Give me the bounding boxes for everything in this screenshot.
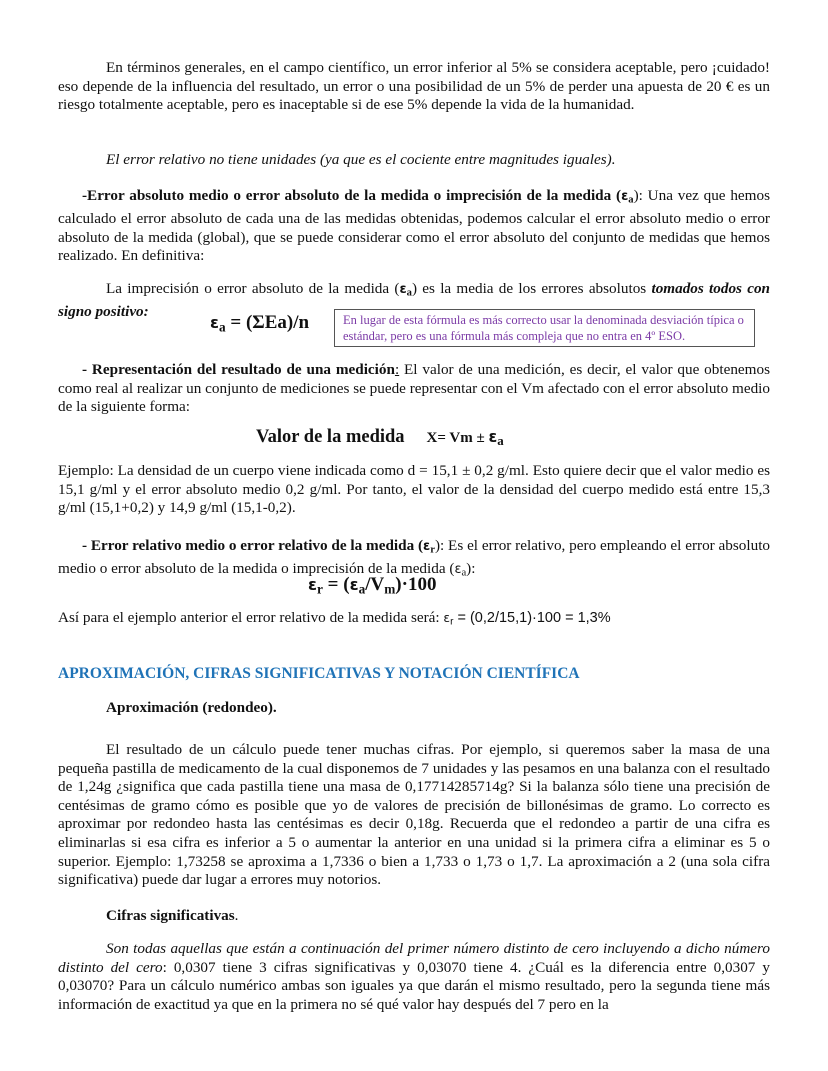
formula-relative-error: $\varepsilon_r = (\varepsilon_a/V_m)\cdot 100$ bbox=[308, 574, 437, 597]
paragraph-relative-error-example: Así para el ejemplo anterior el error relativo de la medida será: $\varepsilon_r = (0,2/15,1)\cdot 100 = 1,3\%$ bbox=[58, 609, 611, 628]
paragraph-rounding: El resultado de un cálculo puede tener muchas cifras. Por ejemplo, si queremos saber la masa de una pequeña pastilla de medicamento de la cual disponemos de 7 unidades y las pesamos en una balanza con el resultado de 1,24g ¿significa que cada pastilla tiene una masa de 0,17714285714g? Si la balanza sólo tiene una precisión de centésimas de gramo cómo es posible que yo de valores de precisión de billonésimas de gramo. Lo correcto es aproximar por redondeo hasta las centésimas es decir 0,18g. Recuerda que el redondeo a partir de una cifra es eliminarlas si esa cifra es inferior a 5 o aumentar la anterior en una unidad si la primera cifra a eliminar es 5 o superior. Ejemplo: 1,73258 se aproxima a 1,7336 o bien a 1,733 o 1,73 o 1,7. La aproximación a 2 (una sola cifra significativa) puede dar lugar a errores muy notorios. bbox=[58, 741, 770, 889]
epsilon-symbol: ε bbox=[621, 189, 629, 204]
paragraph-relative-mean-error: - Error relativo medio o error relativo de la medida $(\varepsilon_r)$: Es el error relativo, pero empleando el error absoluto medio o error absoluto de la medida o imprecisión de la medida $(\varepsilon_a)$: bbox=[58, 537, 771, 579]
paragraph-error-tolerance: En términos generales, en el campo científico, un error inferior al 5% se considera aceptable, pero ¡cuidado! eso depende de la influencia del resultado, un error o una posibilidad de un 5% de perder una apuesta de 20 € es un riesgo totalmente aceptable, pero es inaceptable si de ese 5% depende la vida de la humanidad. bbox=[58, 59, 770, 114]
positive-sign-emphasis: tomados todos con signo positivo: bbox=[58, 280, 771, 321]
epsilon-symbol: ε bbox=[399, 282, 407, 297]
paragraph-relative-error-units: El error relativo no tiene unidades (ya que es el cociente entre magnitudes iguales). bbox=[106, 151, 616, 168]
formula-mean-absolute-error: $\varepsilon_a = (\Sigma Ea)/n$ bbox=[210, 312, 310, 335]
note-standard-deviation: En lugar de esta fórmula es más correcto usar la denominada desviación típica o estándar, pero es una fórmula más compleja que no entra en 4º ESO. bbox=[334, 309, 755, 347]
subheading-significant-figures: Cifras significativas. bbox=[106, 907, 239, 924]
absolute-mean-error-term: -Error absoluto medio o error absoluto de la medida o imprecisión de la medida ( bbox=[82, 187, 622, 204]
formula-measurement-value: Valor de la medida $X= Vm \pm \varepsilon_a$ bbox=[256, 427, 504, 449]
paragraph-significant-figures: Son todas aquellas que están a continuación del primer número distinto de cero incluyendo a dicho número distinto del cero: 0,0307 tiene 3 cifras significativas y 0,03070 tiene 4. ¿Cuál es la diferencia entre 0,0307 y 0,03070? Para un cálculo numérico ambas son iguales ya que darán el mismo resultado, pero la segunda tiene más información de exactitud ya que en la primera no sé qué valor hay después del 7 pero en la bbox=[58, 940, 770, 1013]
section-heading: APROXIMACIÓN, CIFRAS SIGNIFICATIVAS Y NOTACIÓN CIENTÍFICA bbox=[58, 665, 580, 682]
subheading-approximation: Aproximación (redondeo). bbox=[106, 699, 277, 716]
paragraph-measurement-representation: - Representación del resultado de una medición: El valor de una medición, es decir, el valor que obtenemos como real al realizar un conjunto de mediciones se puede representar con el Vm afectado con el error absoluto medio de la siguiente forma: bbox=[58, 361, 770, 416]
epsilon-symbol: ε bbox=[423, 539, 431, 554]
paragraph-imprecision-definition: La imprecisión o error absoluto de la medida $(\varepsilon_a)$ es la media de los errores absolutos tomados todos con signo positivo: bbox=[58, 280, 771, 321]
paragraph-density-example: Ejemplo: La densidad de un cuerpo viene indicada como d = 15,1 ± 0,2 g/ml. Esto quiere decir que el valor medio es 15,1 g/ml y el error absoluto medio 0,2 g/ml. Por tanto, el valor de la densidad del cuerpo medido está entre 15,3 g/ml (15,1+0,2) y 14,9 g/ml (15,1-0,2). bbox=[58, 462, 770, 517]
paragraph-absolute-mean-error: -Error absoluto medio o error absoluto de la medida o imprecisión de la medida $(\varepsilon_a)$: Una vez que hemos calculado el error absoluto de cada una de las medidas obtenidas, podemos calcular el error absoluto medio o error absoluto de la medida (global), que se puede considerar como el error absoluto del conjunto de medidas que hemos realizado. En definitiva: bbox=[58, 187, 770, 265]
